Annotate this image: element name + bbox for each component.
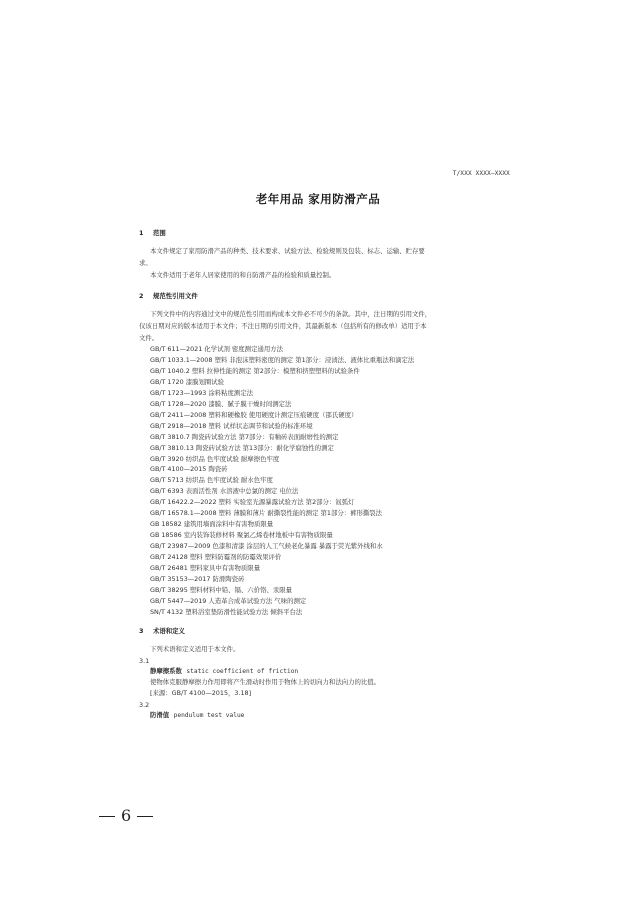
reference-item: GB/T 611—2021 化学试剂 密度测定通用方法 — [150, 345, 284, 353]
reference-item: GB/T 35153—2017 防滑陶瓷砖 — [150, 574, 245, 583]
reference-item: GB/T 6393 表面活性剂 水溶液中总氯的测定 电位法 — [150, 487, 299, 496]
scope-paragraph-1-cont: 求。 — [139, 259, 152, 267]
page-number: 6 — [121, 806, 132, 825]
section-number: 3 — [139, 627, 144, 635]
term-english: pendulum test value — [173, 712, 245, 719]
dash-right — [137, 816, 153, 817]
term-heading — [150, 711, 244, 720]
reference-item: GB/T 3920 纺织品 色牢度试验 耐摩擦色牢度 — [150, 454, 280, 463]
section-number: 1 — [139, 229, 144, 237]
reference-item: GB/T 5447—2019 人造革合成革试验方法 气味的测定 — [150, 596, 307, 605]
reference-item: GB/T 16578.1—2008 塑料 薄膜和薄片 耐撕裂性能的测定 第1部分：裤形撕裂法 — [150, 509, 383, 518]
section-normative-heading — [139, 292, 198, 300]
reference-item: GB/T 26481 塑料家具中有害物质限量 — [150, 564, 261, 572]
term-definition: 使物体克服静摩擦力作用即将产生滑动时作用于物体上的切向力和法向力的比值。 — [150, 678, 381, 686]
reference-item: GB/T 5713 纺织品 色牢度试验 耐水色牢度 — [150, 476, 273, 485]
term-heading — [150, 667, 298, 676]
reference-item: GB/T 1728—2020 漆膜、腻子膜干燥时间测定法 — [150, 399, 292, 408]
section-title: 规范性引用文件 — [153, 292, 198, 300]
reference-item: GB/T 16422.2—2022 塑料 实验室光源暴露试验方法 第2部分：氙弧灯 — [150, 498, 355, 507]
term-number: 3.2 — [139, 701, 150, 709]
reference-item: GB/T 3810.7 陶瓷砖试验方法 第7部分：有釉砖表面耐磨性的测定 — [150, 432, 339, 441]
reference-item: GB/T 4100—2015 陶瓷砖 — [150, 465, 228, 474]
reference-item: GB/T 1720 漆膜划圈试验 — [150, 377, 225, 386]
scope-paragraph-1: 本文件规定了家用防滑产品的种类、技术要求、试验方法、检验规则及包装、标志、运输、贮存要 — [150, 247, 425, 255]
section-number: 2 — [139, 292, 144, 300]
reference-item: GB 18586 室内装饰装修材料 聚氯乙烯卷材地板中有害物质限量 — [150, 531, 333, 540]
normative-paragraph-cont-2: 文件。 — [139, 334, 159, 342]
reference-item: GB/T 1033.1—2008 塑料 非泡沫塑料密度的测定 第1部分：浸渍法、液体比重瓶法和滴定法 — [150, 355, 415, 364]
document-code: T/XXX XXXX—XXXX — [452, 170, 510, 177]
reference-item: GB/T 1723—1993 涂料粘度测定法 — [150, 388, 254, 397]
reference-item: GB/T 3810.13 陶瓷砖试验方法 第13部分：耐化学腐蚀性的测定 — [150, 443, 334, 452]
reference-item: GB/T 2918—2018 塑料 试样状态调节和试验的标准环境 — [150, 421, 313, 430]
term-chinese: 静摩擦系数 — [150, 667, 182, 675]
section-scope-heading — [139, 229, 166, 237]
section-title: 范围 — [153, 229, 166, 237]
term-number: 3.1 — [139, 657, 150, 665]
term-source: [来源：GB/T 4100—2015，3.18] — [150, 689, 252, 697]
reference-item: GB/T 23987—2009 色漆和清漆 涂层的人工气候老化暴露 暴露于荧光紫外线和水 — [150, 542, 383, 551]
page-number-marker — [93, 806, 159, 825]
dash-left — [99, 816, 115, 817]
document-title: 老年用品 家用防滑产品 — [255, 192, 381, 206]
reference-item: GB/T 2411—2008 塑料和硬橡胶 使用硬度计测定压痕硬度（邵氏硬度） — [150, 410, 358, 419]
reference-item: SN/T 4132 塑料浴室垫防滑性能试验方法 倾斜平台法 — [150, 607, 303, 616]
section-terms-heading — [139, 627, 185, 635]
normative-paragraph: 下列文件中的内容通过文中的规范性引用而构成本文件必不可少的条款。其中，注日期的引用文件， — [150, 310, 432, 318]
reference-item: GB/T 38295 塑料材料中铅、镉、六价铬、汞限量 — [150, 585, 293, 594]
scope-paragraph-2: 本文件适用于老年人居家使用的和自防滑产品的检验和质量控制。 — [150, 271, 336, 279]
reference-item: GB/T 24128 塑料 塑料防霉剂的防霉效果评价 — [150, 553, 282, 562]
reference-item: GB 18582 建筑用墙面涂料中有害物质限量 — [150, 520, 274, 529]
section-title: 术语和定义 — [153, 627, 185, 635]
term-english: static coefficient of friction — [186, 668, 299, 675]
term-chinese: 防滑值 — [150, 711, 170, 719]
terms-intro: 下列术语和定义适用于本文件。 — [150, 645, 240, 653]
normative-paragraph-cont: 仅该日期对应的版本适用于本文件；不注日期的引用文件，其最新版本（包括所有的修改单）适用于本 — [139, 322, 427, 330]
reference-item: GB/T 1040.2 塑料 拉伸性能的测定 第2部分：模塑和挤塑塑料的试验条件 — [150, 366, 360, 375]
